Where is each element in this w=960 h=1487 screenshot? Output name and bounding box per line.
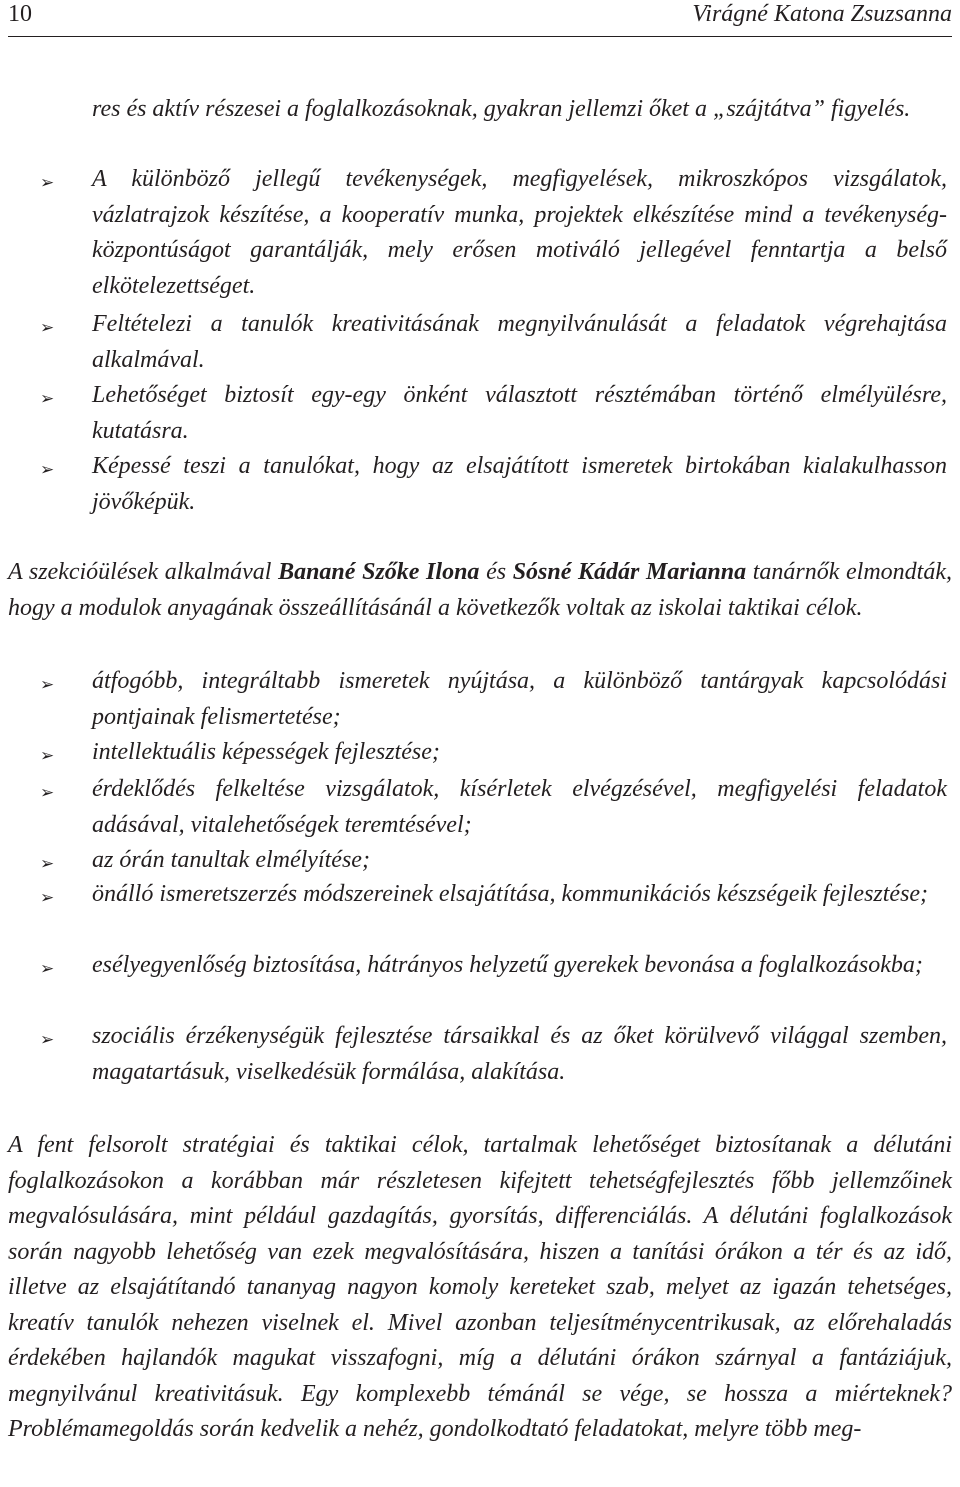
list-item: A különböző jellegű tevékenységek, megfigyelések, mikroszkópos vizsgálatok, vázlatrajzok készítése, a kooperatív munka, projektek elkészítése mind a tevékenység-központúságot garantálják, mely erősen motiváló jellegével fenntartja a belső elkötelezettséget.: [92, 166, 947, 299]
bullet-arrow-icon: ➢: [40, 389, 55, 408]
paragraph-text: és: [479, 559, 513, 585]
paragraph: [8, 555, 952, 626]
continued-text: res és aktív részesei a foglalkozásoknak, gyakran jellemzi őket a „szájtátva” figyelés.: [92, 96, 911, 122]
bullet-arrow-icon: ➢: [40, 460, 55, 479]
list-item: önálló ismeretszerzés módszereinek elsajátítása, kommunikációs készségeik fejlesztése;: [92, 881, 929, 907]
person-name: Sósné Kádár Marianna: [512, 559, 747, 585]
bullet-arrow-icon: ➢: [40, 959, 55, 978]
paragraph: A fent felsorolt stratégiai és taktikai célok, tartalmak lehetőséget biztosítanak a délutáni foglalkozásokon a korábban már részletesen kifejtett tehetségfejlesztés főbb jellemzőinek megvalósulására, mint például gazdagítás, gyorsítás, differenciálás. A délutáni foglalkozások során nagyobb lehetőség van ezek megvalósítására, hiszen a tanítási órákon a tér és az idő, illetve az elsajátítandó tananyag nagyon komoly kereteket szab, melyet az igazán tehetséges, kreatív tanulók nehezen viselnek el. Mivel azonban teljesítménycentrikusak, az előrehaladás érdekében hajlandók magukat visszafogni, míg a délutáni órákon szárnyal a fantáziájuk, megnyilvánul kreativitásuk. Egy komplexebb témánál se vége, se hossza a miérteknek? Problémamegoldás során kedvelik a nehéz, gondolkodtató feladatokat, melyre több meg-: [8, 1132, 952, 1442]
page-number: 10: [8, 1, 32, 27]
bullet-arrow-icon: ➢: [40, 173, 55, 192]
bullet-arrow-icon: ➢: [40, 888, 55, 907]
list-item: intellektuális képességek fejlesztése;: [92, 739, 440, 765]
paragraph-text: tanárnők elmondták, hogy a modulok anyagának összeállításánál a következők voltak az iskolai taktikai célok.: [8, 559, 952, 621]
running-head-author: Virágné Katona Zsuzsanna: [692, 1, 952, 27]
list-item: szociális érzékenységük fejlesztése társaikkal és az őket körülvevő világgal szemben, magatartásuk, viselkedésük formálása, alakítása.: [92, 1023, 947, 1085]
bullet-arrow-icon: ➢: [40, 783, 55, 802]
list-item: Képessé teszi a tanulókat, hogy az elsajátított ismeretek birtokában kialakulhasson jövőképük.: [92, 453, 947, 515]
bullet-arrow-icon: ➢: [40, 675, 55, 694]
bullet-arrow-icon: ➢: [40, 746, 55, 765]
list-item: az órán tanultak elmélyítése;: [92, 847, 370, 873]
list-item: érdeklődés felkeltése vizsgálatok, kísérletek elvégzésével, megfigyelési feladatok adásával, vitalehetőségek teremtésével;: [92, 776, 947, 838]
paragraph-text: A szekcióülések alkalmával: [8, 559, 279, 585]
list-item: esélyegyenlőség biztosítása, hátrányos helyzetű gyerekek bevonása a foglalkozásokba;: [92, 952, 923, 978]
bullet-arrow-icon: ➢: [40, 1030, 55, 1049]
bullet-arrow-icon: ➢: [40, 318, 55, 337]
list-item: átfogóbb, integráltabb ismeretek nyújtása, a különböző tantárgyak kapcsolódási pontjainak felismertetése;: [92, 668, 947, 730]
bullet-arrow-icon: ➢: [40, 854, 55, 873]
running-header: [8, 0, 952, 37]
person-name: Banané Szőke Ilona: [278, 559, 480, 585]
list-item: Feltételezi a tanulók kreativitásának megnyilvánulását a feladatok végrehajtása alkalmával.: [92, 311, 947, 373]
list-item: Lehetőséget biztosít egy-egy önként választott résztémában történő elmélyülésre, kutatásra.: [92, 382, 947, 444]
